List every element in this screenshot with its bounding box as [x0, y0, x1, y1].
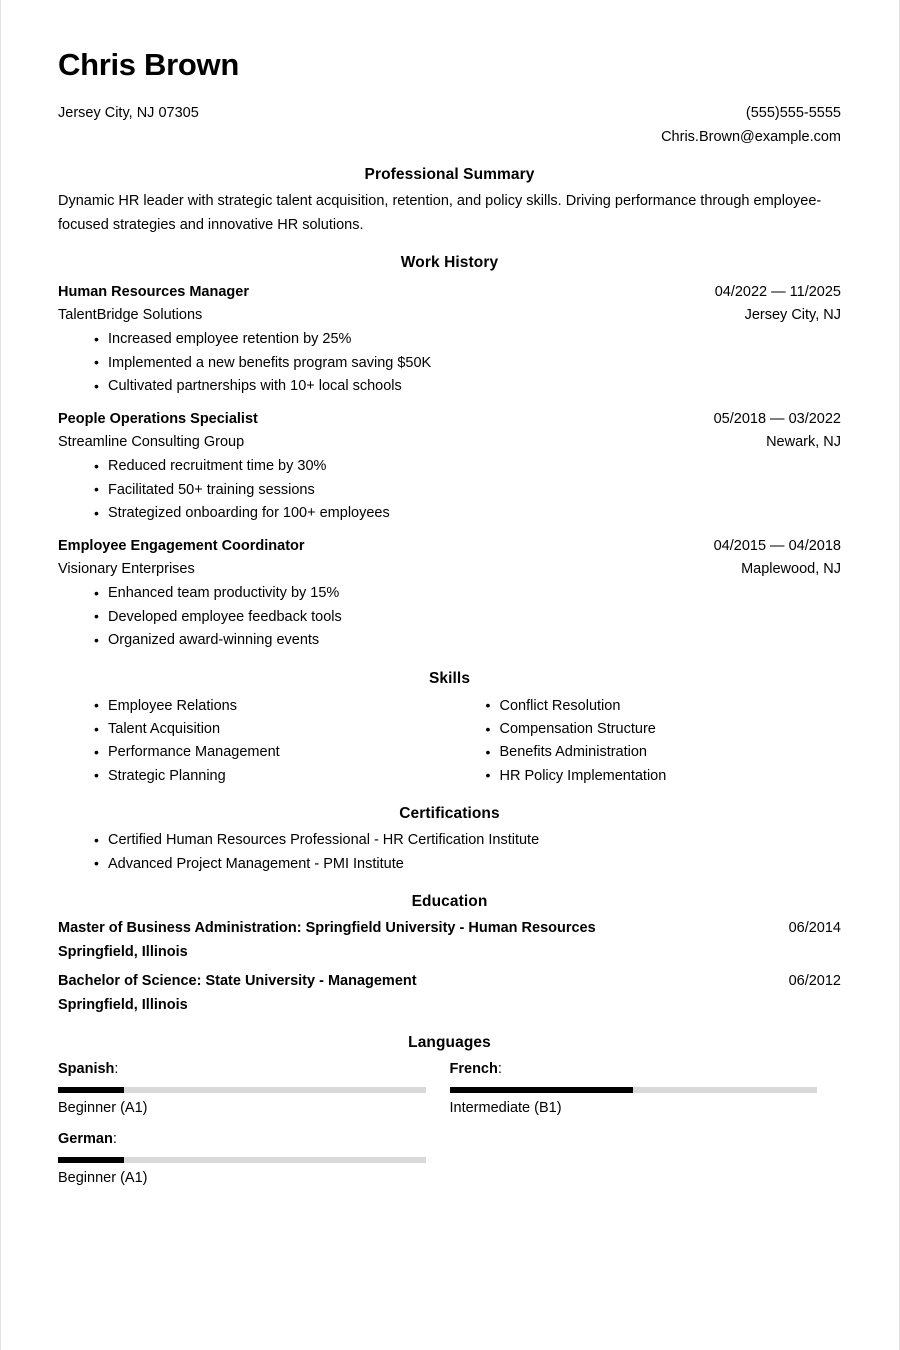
language-name: Spanish	[58, 1061, 115, 1078]
language-proficiency-fill	[58, 1157, 124, 1163]
list-item: • Talent Acquisition	[58, 718, 450, 741]
education-entry-date: 06/2012	[788, 973, 841, 990]
list-item: • Advanced Project Management - PMI Institute	[58, 853, 841, 876]
language-proficiency-fill	[58, 1087, 124, 1093]
education-entry-degree: Bachelor of Science: State University - Management	[58, 973, 417, 990]
section-heading-work-history: Work History	[400, 254, 499, 272]
work-entry-org-row	[58, 304, 841, 327]
education-entry	[58, 917, 841, 964]
work-entry-dates: 04/2022 — 11/2025	[714, 284, 841, 301]
language-level: Intermediate (B1)	[449, 1099, 562, 1116]
language-name-colon: :	[497, 1061, 502, 1078]
work-entry-bullets	[58, 328, 841, 398]
education-entry-degree-row	[58, 970, 841, 993]
skills-column-left	[58, 694, 450, 789]
summary-text: Dynamic HR leader with strategic talent acquisition, retention, and policy skills. Driving performance through employee-focused strategies and innovative HR solutions.	[58, 193, 822, 233]
work-entry-dates: 05/2018 — 03/2022	[713, 410, 841, 427]
education-entry-degree-row	[58, 917, 841, 940]
list-item: • Organized award-winning events	[58, 629, 841, 652]
skills-list-left	[58, 695, 450, 789]
language-proficiency-bar	[58, 1087, 426, 1093]
list-item: • Employee Relations	[58, 695, 450, 718]
work-entry-location: Maplewood, NJ	[741, 560, 841, 577]
contact-address-block	[58, 102, 199, 125]
language-name-colon: :	[114, 1061, 119, 1078]
section-heading-languages: Languages	[408, 1034, 491, 1052]
work-entry-org-row	[58, 431, 841, 454]
language-name: German	[58, 1131, 113, 1148]
language-proficiency-bar	[450, 1087, 818, 1093]
work-entry-organization: Streamline Consulting Group	[58, 434, 245, 451]
work-entry	[58, 281, 841, 399]
work-entry-title-row	[58, 408, 841, 431]
list-item: • Benefits Administration	[450, 741, 842, 764]
language-proficiency-bar	[58, 1157, 426, 1163]
contact-phone: (555)555-5555	[745, 105, 841, 122]
education-entry	[58, 970, 841, 1017]
work-entry-title: Human Resources Manager	[58, 284, 249, 301]
language-name-colon: :	[112, 1131, 117, 1148]
language-proficiency-fill	[450, 1087, 634, 1093]
list-item: • Increased employee retention by 25%	[58, 328, 841, 351]
work-entry-title: People Operations Specialist	[58, 410, 258, 427]
list-item: • Strategized onboarding for 100+ employees	[58, 502, 841, 525]
work-entry-title-row	[58, 281, 841, 304]
language-level: Beginner (A1)	[58, 1169, 148, 1186]
work-entry-bullets	[58, 582, 841, 652]
list-item: • Developed employee feedback tools	[58, 606, 841, 629]
certifications-list	[58, 829, 841, 876]
skills-list-right	[450, 695, 842, 789]
work-entry-org-row	[58, 558, 841, 581]
list-item: • HR Policy Implementation	[450, 765, 842, 788]
work-entry-title-row	[58, 535, 841, 558]
list-item: • Implemented a new benefits program saving $50K	[58, 352, 841, 375]
contact-email: Chris.Brown@example.com	[661, 128, 841, 145]
language-entry	[58, 1058, 450, 1120]
work-entry-organization: TalentBridge Solutions	[58, 307, 203, 324]
contact-info	[58, 102, 841, 149]
skills-columns	[58, 694, 841, 789]
language-name-row	[450, 1058, 818, 1081]
section-heading-summary: Professional Summary	[364, 166, 535, 184]
contact-address: Jersey City, NJ 07305	[58, 105, 199, 122]
list-item: • Compensation Structure	[450, 718, 842, 741]
section-heading-education: Education	[411, 893, 488, 911]
skills-column-right	[450, 694, 842, 789]
education-entry-location: Springfield, Illinois	[58, 996, 188, 1013]
section-heading-skills: Skills	[428, 669, 471, 687]
work-entry-organization: Visionary Enterprises	[58, 560, 195, 577]
list-item: • Strategic Planning	[58, 765, 450, 788]
language-entry	[450, 1058, 842, 1120]
candidate-name: Chris Brown	[58, 47, 239, 82]
resume-header	[58, 48, 841, 149]
list-item: • Reduced recruitment time by 30%	[58, 455, 841, 478]
contact-phone-email-block	[661, 102, 841, 149]
list-item: • Conflict Resolution	[450, 695, 842, 718]
section-heading-certifications: Certifications	[399, 805, 500, 823]
languages-grid	[58, 1058, 841, 1198]
list-item: • Facilitated 50+ training sessions	[58, 479, 841, 502]
work-entry	[58, 408, 841, 526]
language-name: French	[449, 1061, 498, 1078]
education-entry-degree: Master of Business Administration: Springfield University - Human Resources	[58, 920, 596, 937]
language-name-row	[58, 1058, 426, 1081]
list-item: • Enhanced team productivity by 15%	[58, 582, 841, 605]
work-entry-bullets	[58, 455, 841, 525]
list-item: • Certified Human Resources Professional - HR Certification Institute	[58, 829, 841, 852]
work-entry-location: Jersey City, NJ	[744, 307, 841, 324]
work-entry-location: Newark, NJ	[766, 434, 841, 451]
work-entry-dates: 04/2015 — 04/2018	[713, 537, 841, 554]
language-entry	[58, 1128, 450, 1190]
work-entry	[58, 535, 841, 653]
list-item: • Performance Management	[58, 741, 450, 764]
language-name-row	[58, 1128, 426, 1151]
list-item: • Cultivated partnerships with 10+ local schools	[58, 375, 841, 398]
education-entry-date: 06/2014	[788, 920, 841, 937]
education-entry-location: Springfield, Illinois	[58, 943, 188, 960]
language-level: Beginner (A1)	[58, 1099, 148, 1116]
work-entry-title: Employee Engagement Coordinator	[58, 537, 305, 554]
